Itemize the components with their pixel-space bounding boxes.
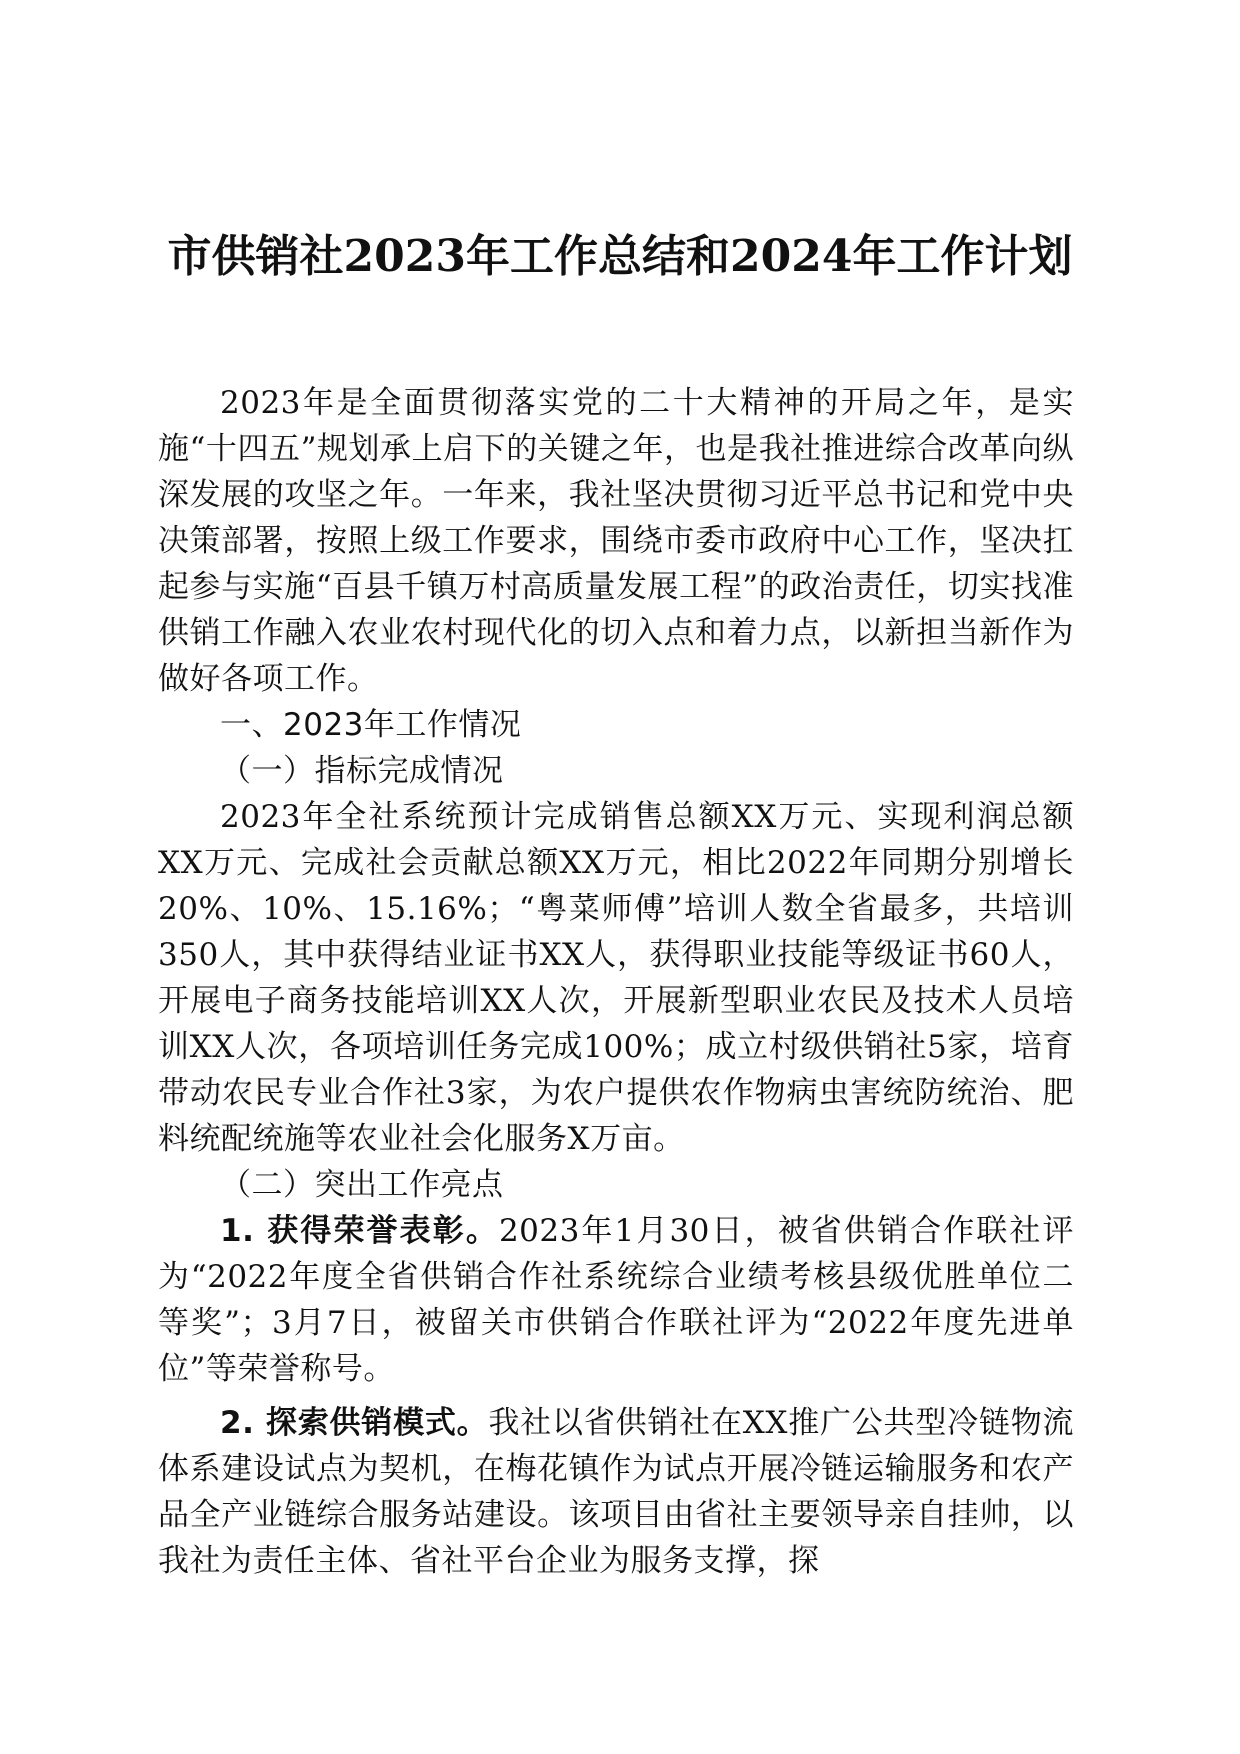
highlight-item-honors-lead: 1. 获得荣誉表彰。 <box>220 1213 499 1249</box>
highlight-item-honors <box>158 1208 1074 1392</box>
intro-paragraph: 2023年是全面贯彻落实党的二十大精神的开局之年，是实施“十四五”规划承上启下的关键之年，也是我社推进综合改革向纵深发展的攻坚之年。一年来，我社坚决贯彻习近平总书记和党中央决策部署，按照上级工作要求，围绕市委市政府中心工作，坚决扛起参与实施“百县千镇万村高质量发展工程”的政治责任，切实找准供销工作融入农业农村现代化的切入点和着力点，以新担当新作为做好各项工作。 <box>158 385 1074 697</box>
highlight-item-model-lead: 2. 探索供销模式。 <box>220 1405 489 1441</box>
indicators-paragraph: 2023年全社系统预计完成销售总额XX万元、实现利润总额XX万元、完成社会贡献总额XX万元，相比2022年同期分别增长20%、10%、15.16%；“粤菜师傅”培训人数全省最多，共培训350人，其中获得结业证书XX人，获得职业技能等级证书60人，开展电子商务技能培训XX人次，开展新型职业农民及技术人员培训XX人次，各项培训任务完成100%；成立村级供销社5家，培育带动农民专业合作社3家，为农户提供农作物病虫害统防统治、肥料统配统施等农业社会化服务X万亩。 <box>158 799 1074 1157</box>
highlight-item-honors-text: 2023年1月30日，被省供销合作联社评为“2022年度全省供销合作社系统综合业绩考核县级优胜单位二等奖”；3月7日，被留关市供销合作联社评为“2022年度先进单位”等荣誉称号。 <box>158 1213 1074 1387</box>
document-body <box>158 380 1074 1584</box>
document-title: 市供销社2023年工作总结和2024年工作计划 <box>167 231 1073 282</box>
section-heading-work-status: 一、2023年工作情况 <box>220 707 522 743</box>
subheading-indicators: （一）指标完成情况 <box>220 753 504 789</box>
highlight-item-model <box>158 1400 1074 1584</box>
subheading-highlights: （二）突出工作亮点 <box>220 1167 504 1203</box>
highlight-item-model-text: 我社以省供销社在XX推广公共型冷链物流体系建设试点为契机，在梅花镇作为试点开展冷链运输服务和农产品全产业链综合服务站建设。该项目由省社主要领导亲自挂帅，以我社为责任主体、省社平台企业为服务支撑，探 <box>158 1405 1074 1579</box>
